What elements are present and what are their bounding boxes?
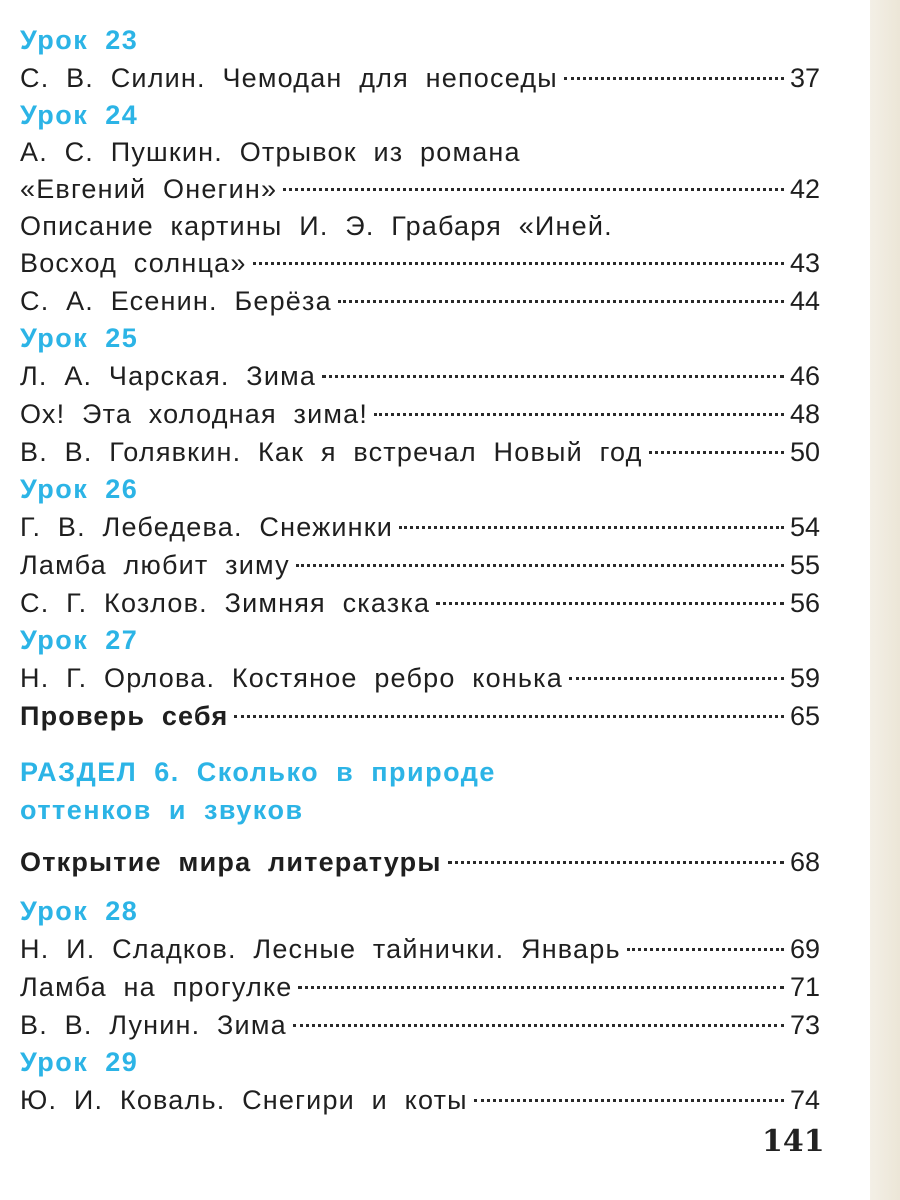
toc-entry[interactable] (20, 59, 820, 97)
toc-entry[interactable] (20, 584, 820, 622)
toc-entry[interactable] (20, 433, 820, 471)
entry-page: 48 (789, 399, 820, 429)
entry-title: Л. А. Чарская. Зима (20, 361, 317, 391)
lesson-heading: Урок 29 (20, 1047, 139, 1077)
page-number: 141 (762, 1124, 825, 1159)
toc-entry[interactable] (20, 659, 820, 697)
toc-entry-check-yourself[interactable] (20, 697, 820, 735)
toc-entry[interactable] (20, 395, 820, 433)
entry-title: В. В. Голявкин. Как я встречал Новый год (20, 437, 643, 467)
toc-entry[interactable] (20, 357, 820, 395)
dot-leader (649, 451, 784, 454)
dot-leader (436, 602, 784, 605)
dot-leader (253, 262, 784, 265)
dot-leader (448, 861, 784, 864)
entry-page: 50 (789, 437, 820, 467)
entry-title: В. В. Лунин. Зима (20, 1010, 287, 1040)
table-of-contents (20, 22, 820, 1119)
entry-title: Ламба любит зиму (20, 550, 290, 580)
entry-title: Ох! Эта холодная зима! (20, 399, 369, 429)
entry-title: Восход солнца» (20, 248, 247, 278)
section-heading (20, 753, 820, 829)
entry-page: 54 (789, 512, 820, 542)
toc-entry[interactable] (20, 1006, 820, 1044)
toc-entry[interactable] (20, 1081, 820, 1119)
entry-title: Проверь себя (20, 701, 229, 731)
entry-page: 55 (789, 550, 820, 580)
dot-leader (338, 300, 784, 303)
dot-leader (283, 188, 784, 191)
entry-title: С. А. Есенин. Берёза (20, 286, 332, 316)
lesson-heading: Урок 28 (20, 896, 139, 926)
entry-page: 42 (789, 174, 820, 204)
page-edge (870, 0, 900, 1200)
lesson-heading: Урок 23 (20, 25, 139, 55)
dot-leader (293, 1024, 784, 1027)
entry-title: Ламба на прогулке (20, 972, 293, 1002)
lesson-heading: Урок 25 (20, 323, 139, 353)
dot-leader (296, 564, 784, 567)
lesson-heading: Урок 26 (20, 474, 139, 504)
lesson-heading: Урок 24 (20, 100, 139, 130)
entry-page: 68 (789, 847, 820, 877)
section-title-line1: РАЗДЕЛ 6. Сколько в природе (20, 757, 496, 787)
entry-page: 46 (789, 361, 820, 391)
entry-title: Ю. И. Коваль. Снегири и коты (20, 1085, 468, 1115)
dot-leader (399, 526, 784, 529)
entry-page: 74 (789, 1085, 820, 1115)
lesson-heading: Урок 27 (20, 625, 139, 655)
toc-entry[interactable] (20, 968, 820, 1006)
dot-leader (627, 948, 784, 951)
toc-entry[interactable] (20, 546, 820, 584)
toc-entry-section-intro[interactable] (20, 843, 820, 881)
entry-page: 65 (789, 701, 820, 731)
entry-page: 59 (789, 663, 820, 693)
entry-title: Н. Г. Орлова. Костяное ребро конька (20, 663, 563, 693)
entry-title: Г. В. Лебедева. Снежинки (20, 512, 394, 542)
entry-title: «Евгений Онегин» (20, 174, 278, 204)
section-title-line2: оттенков и звуков (20, 795, 304, 825)
entry-page: 37 (789, 63, 820, 93)
toc-entry[interactable] (20, 208, 820, 282)
entry-page: 71 (789, 972, 820, 1002)
toc-entry[interactable] (20, 134, 820, 208)
dot-leader (322, 375, 784, 378)
toc-entry[interactable] (20, 930, 820, 968)
entry-title-line1: Описание картины И. Э. Грабаря «Иней. (20, 211, 613, 241)
dot-leader (564, 77, 784, 80)
toc-entry[interactable] (20, 282, 820, 320)
entry-title: С. В. Силин. Чемодан для непоседы (20, 63, 558, 93)
dot-leader (374, 413, 784, 416)
dot-leader (234, 715, 784, 718)
entry-page: 44 (789, 286, 820, 316)
dot-leader (474, 1099, 784, 1102)
entry-page: 69 (789, 934, 820, 964)
entry-page: 56 (789, 588, 820, 618)
entry-page: 73 (789, 1010, 820, 1040)
dot-leader (569, 677, 784, 680)
entry-title: С. Г. Козлов. Зимняя сказка (20, 588, 431, 618)
entry-title: Открытие мира литературы (20, 847, 442, 877)
dot-leader (298, 986, 783, 989)
entry-title: Н. И. Сладков. Лесные тайнички. Январь (20, 934, 621, 964)
toc-entry[interactable] (20, 508, 820, 546)
entry-page: 43 (789, 248, 820, 278)
entry-title-line1: А. С. Пушкин. Отрывок из романа (20, 137, 521, 167)
